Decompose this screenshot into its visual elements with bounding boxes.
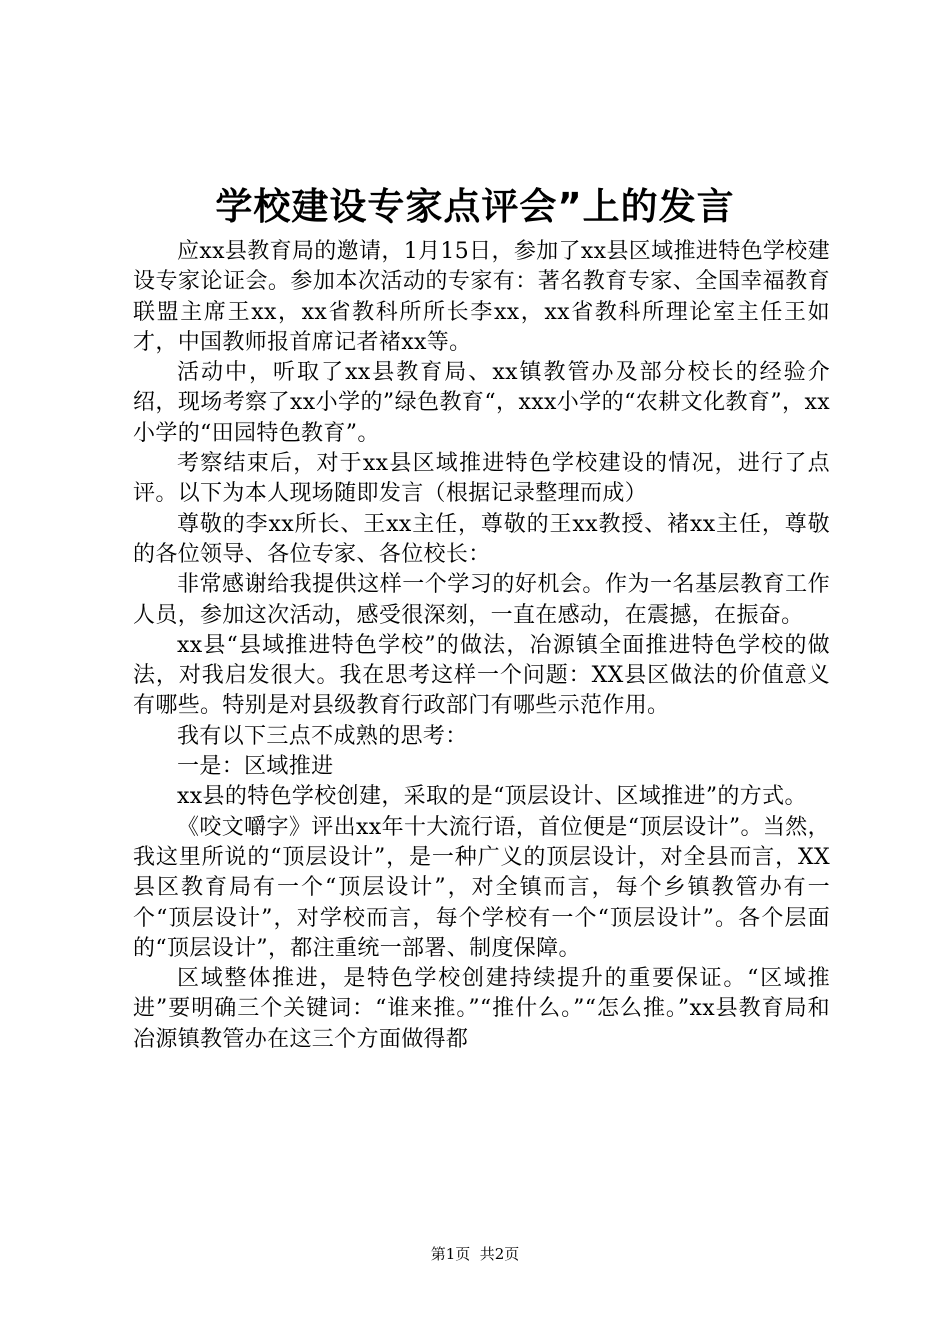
paragraph-top-level-design: 《咬文嚼字》评出xx年十大流行语，首位便是“顶层设计”。当然，我这里所说的“顶层设计”，是一种广义的顶层设计，对全县而言，XX县区教育局有一个“顶层设计”，对全镇而言，每个乡镇教管办有一个“顶层设计”，对学校而言，每个学校有一个“顶层设计”。各个层面的“顶层设计”，都注重统一部署、制度保障。 — [133, 814, 830, 961]
paragraph-activity: 活动中，听取了xx县教育局、xx镇教管办及部分校长的经验介绍，现场考察了xx小学的”绿色教育“，xxx小学的“农耕文化教育”，xx小学的“田园特色教育”。 — [133, 360, 830, 446]
paragraph-approach: xx县的特色学校创建，采取的是“顶层设计、区域推进”的方式。 — [177, 784, 807, 810]
paragraph-point-one-heading: 一是：区域推进 — [177, 754, 334, 780]
paragraph-inspiration: xx县“县域推进特色学校”的做法，冶源镇全面推进特色学校的做法，对我启发很大。我在思考这样一个问题：XX县区做法的价值意义有哪些。特别是对县级教育行政部门有哪些示范作用。 — [133, 632, 830, 719]
paragraph-three-points: 我有以下三点不成熟的思考： — [177, 723, 468, 749]
paragraph-review: 考察结束后，对于xx县区域推进特色学校建设的情况，进行了点评。以下为本人现场随即发言（根据记录整理而成） — [133, 451, 830, 507]
page-number-footer: 第1页 共2页 — [430, 1245, 520, 1263]
paragraph-thanks: 非常感谢给我提供这样一个学习的好机会。作为一名基层教育工作人员，参加这次活动，感受很深刻，一直在感动，在震撼，在振奋。 — [133, 572, 830, 628]
paragraph-invitation: 应xx县教育局的邀请，1月15日，参加了xx县区域推进特色学校建设专家论证会。参加本次活动的专家有：著名教育专家、全国幸福教育联盟主席王xx，xx省教科所所长李xx，xx省教科所理论室主任王如才，中国教师报首席记者褚xx等。 — [133, 239, 830, 355]
paragraph-regional-advance: 区域整体推进，是特色学校创建持续提升的重要保证。“区域推进”要明确三个关键词：“谁来推。”“推什么。”“怎么推。”xx县教育局和冶源镇教管办在这三个方面做得都 — [133, 966, 830, 1052]
document-body — [133, 237, 830, 1055]
document-title: 学校建设专家点评会”上的发言 — [215, 185, 735, 228]
paragraph-salutation: 尊敬的李xx所长、王xx主任，尊敬的王xx教授、褚xx主任，尊敬的各位领导、各位专家、各位校长： — [133, 511, 830, 567]
